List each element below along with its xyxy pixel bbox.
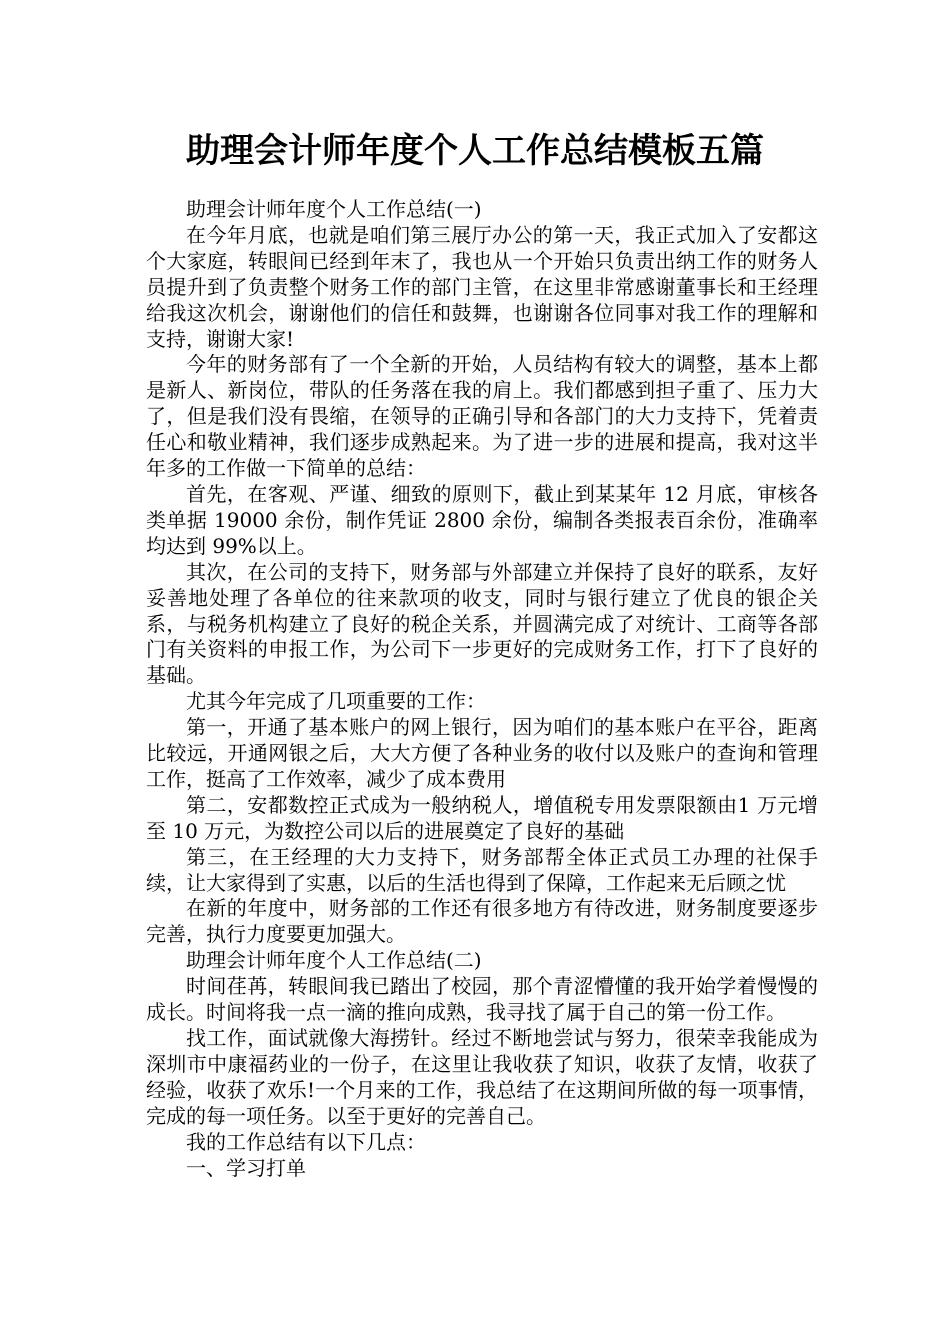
paragraph: 第二，安都数控正式成为一般纳税人，增值税专用发票限额由1 万元增至 10 万元，为数控公司以后的进展奠定了良好的基础 xyxy=(146,792,818,843)
paragraph: 时间荏苒，转眼间我已踏出了校园，那个青涩懵懂的我开始学着慢慢的成长。时间将我一点一滴的推向成熟，我寻找了属于自己的第一份工作。 xyxy=(146,974,818,1025)
paragraph: 今年的财务部有了一个全新的开始，人员结构有较大的调整，基本上都是新人、新岗位，带队的任务落在我的肩上。我们都感到担子重了、压力大了，但是我们没有畏缩，在领导的正确引导和各部门的大力支持下，凭着责任心和敬业精神，我们逐步成熟起来。为了进一步的进展和提高，我对这半年多的工作做一下简单的总结： xyxy=(146,352,818,481)
paragraph: 尤其今年完成了几项重要的工作： xyxy=(186,689,486,714)
paragraph: 第三，在王经理的大力支持下，财务部帮全体正式员工办理的社保手续，让大家得到了实惠，以后的生活也得到了保障，工作起来无后顾之忧 xyxy=(146,844,818,895)
paragraph: 一、学习打单 xyxy=(186,1155,306,1180)
document-body xyxy=(146,197,818,1181)
paragraph: 我的工作总结有以下几点： xyxy=(186,1129,426,1154)
page-title: 助理会计师年度个人工作总结模板五篇 xyxy=(186,131,764,171)
paragraph: 在新的年度中，财务部的工作还有很多地方有待改进，财务制度要逐步完善，执行力度要更加强大。 xyxy=(146,896,818,947)
paragraph: 第一，开通了基本账户的网上银行，因为咱们的基本账户在平谷，距离比较远，开通网银之后，大大方便了各种业务的收付以及账户的查询和管理工作，挺高了工作效率，减少了成本费用 xyxy=(146,715,818,791)
section-heading-1: 助理会计师年度个人工作总结(一) xyxy=(186,197,482,221)
paragraph: 找工作，面试就像大海捞针。经过不断地尝试与努力，很荣幸我能成为深圳市中康福药业的一份子，在这里让我收获了知识，收获了友情，收获了经验，收获了欢乐!一个月来的工作，我总结了在这期间所做的每一项事情，完成的每一项任务。以至于更好的完善自己。 xyxy=(146,1026,818,1128)
paragraph: 在今年月底，也就是咱们第三展厅办公的第一天，我正式加入了安都这个大家庭，转眼间已经到年末了，我也从一个开始只负责出纳工作的财务人员提升到了负责整个财务工作的部门主管，在这里非常感谢董事长和王经理给我这次机会，谢谢他们的信任和鼓舞，也谢谢各位同事对我工作的理解和支持，谢谢大家! xyxy=(146,222,818,351)
section-heading-2: 助理会计师年度个人工作总结(二) xyxy=(186,948,482,973)
paragraph: 其次，在公司的支持下，财务部与外部建立并保持了良好的联系，友好妥善地处理了各单位的往来款项的收支，同时与银行建立了优良的银企关系，与税务机构建立了良好的税企关系，并圆满完成了对统计、工商等各部门有关资料的申报工作，为公司下一步更好的完成财务工作，打下了良好的基础。 xyxy=(146,559,818,688)
paragraph: 首先，在客观、严谨、细致的原则下，截止到某某年 12 月底，审核各类单据 19000 余份，制作凭证 2800 余份，编制各类报表百余份，准确率均达到 99%以上。 xyxy=(146,481,818,558)
